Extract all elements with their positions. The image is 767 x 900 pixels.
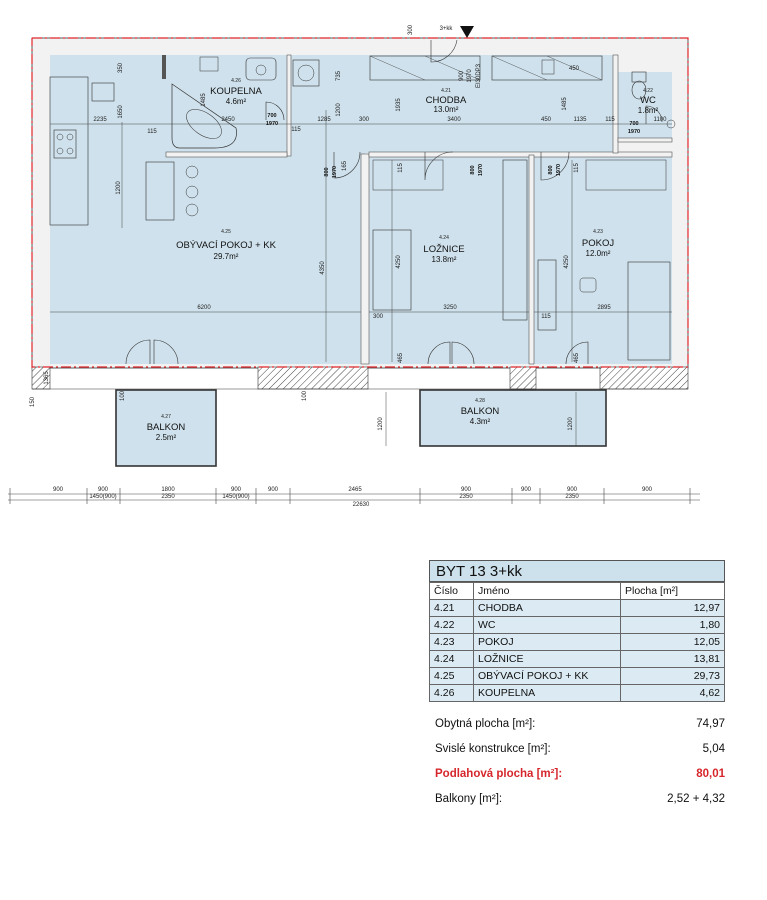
- summary-value: 5,04: [702, 743, 725, 755]
- svg-text:100: 100: [120, 390, 126, 402]
- cell-name: WC: [474, 617, 621, 634]
- summary-label: Balkony [m²]:: [435, 793, 503, 805]
- svg-text:LOŽNICE: LOŽNICE: [423, 244, 465, 255]
- cell-area: 4,62: [621, 685, 725, 702]
- header-jmeno: Jméno: [474, 583, 621, 600]
- svg-text:700: 700: [267, 113, 277, 119]
- svg-text:800: 800: [324, 167, 330, 177]
- svg-text:3400: 3400: [447, 117, 461, 123]
- svg-text:1970: 1970: [627, 129, 641, 135]
- svg-text:1485: 1485: [201, 93, 207, 107]
- svg-text:29.7m²: 29.7m²: [213, 252, 239, 261]
- svg-text:1650: 1650: [118, 105, 124, 119]
- plan-title: 3+kk: [439, 26, 453, 32]
- svg-text:2350: 2350: [161, 494, 175, 500]
- wall-wc-left: [613, 55, 618, 153]
- svg-text:115: 115: [398, 163, 404, 173]
- table-row: [430, 685, 725, 702]
- svg-text:WC: WC: [640, 95, 656, 106]
- svg-text:OBÝVACÍ POKOJ + KK: OBÝVACÍ POKOJ + KK: [176, 240, 276, 251]
- wall-wc-bottom: [618, 138, 672, 142]
- table-row: [430, 668, 725, 685]
- svg-text:BALKON: BALKON: [460, 406, 500, 417]
- svg-text:900: 900: [230, 487, 242, 493]
- svg-text:2.5m²: 2.5m²: [155, 433, 177, 442]
- svg-text:115: 115: [291, 127, 301, 133]
- svg-text:165: 165: [342, 160, 348, 172]
- cell-num: 4.24: [430, 651, 474, 668]
- svg-text:4.23: 4.23: [593, 229, 603, 235]
- svg-text:115: 115: [574, 163, 580, 173]
- header-plocha: Plocha [m²]: [621, 583, 725, 600]
- svg-text:1970: 1970: [478, 163, 484, 177]
- svg-text:13.0m²: 13.0m²: [433, 105, 459, 114]
- cell-num: 4.22: [430, 617, 474, 634]
- table-header-row: [430, 583, 725, 600]
- wall-kitchen-bath: [162, 55, 166, 79]
- svg-text:1365: 1365: [44, 371, 50, 385]
- svg-text:900: 900: [520, 487, 532, 493]
- wall-living-right: [361, 154, 369, 364]
- cell-name: OBÝVACÍ POKOJ + KK: [474, 668, 621, 685]
- svg-text:2350: 2350: [459, 494, 473, 500]
- dimension-chain-1: [53, 487, 653, 493]
- svg-text:EI30DP3: EI30DP3: [476, 63, 482, 89]
- svg-text:1.8m²: 1.8m²: [637, 106, 659, 115]
- svg-text:4350: 4350: [320, 261, 326, 275]
- svg-text:800: 800: [548, 165, 554, 175]
- cell-area: 13,81: [621, 651, 725, 668]
- table-row: [430, 651, 725, 668]
- svg-text:300: 300: [408, 24, 414, 36]
- svg-text:465: 465: [398, 352, 404, 364]
- cell-area: 12,05: [621, 634, 725, 651]
- wall-bath-bottom: [166, 152, 287, 157]
- balkon-2-floor: [420, 390, 606, 446]
- svg-text:700: 700: [629, 121, 639, 127]
- svg-text:POKOJ: POKOJ: [581, 238, 615, 249]
- svg-text:900: 900: [641, 487, 653, 493]
- svg-text:450: 450: [540, 117, 552, 123]
- svg-text:300: 300: [358, 117, 370, 123]
- svg-text:1935: 1935: [396, 98, 402, 112]
- svg-text:BALKON: BALKON: [146, 422, 186, 433]
- floor-pokoj: [534, 157, 672, 364]
- summary-label: Podlahová plocha [m²]:: [435, 768, 563, 780]
- facade-hatch-2: [258, 367, 368, 389]
- svg-text:1200: 1200: [378, 417, 384, 431]
- svg-text:115: 115: [541, 314, 551, 320]
- svg-text:1285: 1285: [317, 117, 331, 123]
- floor-kitchen-strip: [50, 55, 162, 79]
- svg-text:465: 465: [574, 352, 580, 364]
- svg-text:900: 900: [459, 70, 465, 82]
- svg-text:1970: 1970: [467, 69, 473, 83]
- wall-loznice-pokoj: [529, 155, 534, 364]
- svg-text:2895: 2895: [597, 305, 611, 311]
- area-table: [429, 560, 725, 702]
- cell-name: POKOJ: [474, 634, 621, 651]
- svg-text:1450(900): 1450(900): [89, 494, 117, 500]
- svg-text:4.3m²: 4.3m²: [469, 417, 491, 426]
- room-area-table: [429, 582, 725, 702]
- table-row: [430, 600, 725, 617]
- svg-text:735: 735: [336, 70, 342, 82]
- svg-text:350: 350: [118, 62, 124, 74]
- floor-chodba-lower: [291, 150, 365, 164]
- svg-text:115: 115: [147, 129, 157, 135]
- table-title: BYT 13 3+kk: [429, 560, 725, 582]
- cell-area: 12,97: [621, 600, 725, 617]
- table-row: [430, 634, 725, 651]
- cell-name: KOUPELNA: [474, 685, 621, 702]
- svg-text:900: 900: [460, 487, 472, 493]
- svg-text:800: 800: [470, 165, 476, 175]
- summary-value: 2,52 + 4,32: [667, 793, 725, 805]
- cell-num: 4.25: [430, 668, 474, 685]
- cell-num: 4.23: [430, 634, 474, 651]
- table-row: [430, 617, 725, 634]
- svg-text:2235: 2235: [93, 117, 107, 123]
- svg-text:900: 900: [566, 487, 578, 493]
- svg-text:450: 450: [568, 66, 580, 72]
- svg-text:3250: 3250: [443, 305, 457, 311]
- dimension-chain-2: [89, 494, 579, 500]
- svg-text:1200: 1200: [568, 417, 574, 431]
- svg-text:1485: 1485: [562, 97, 568, 111]
- svg-text:1970: 1970: [265, 121, 279, 127]
- dimension-total: 22630: [352, 502, 370, 508]
- svg-text:1800: 1800: [161, 487, 175, 493]
- svg-text:1450(900): 1450(900): [222, 494, 250, 500]
- svg-text:4.24: 4.24: [439, 235, 449, 241]
- svg-text:1970: 1970: [556, 163, 562, 177]
- cell-name: CHODBA: [474, 600, 621, 617]
- summary-label: Obytná plocha [m²]:: [435, 718, 536, 730]
- svg-text:4.27: 4.27: [161, 414, 171, 420]
- svg-text:1135: 1135: [573, 117, 587, 123]
- svg-text:115: 115: [605, 117, 615, 123]
- svg-text:6200: 6200: [197, 305, 211, 311]
- entry-arrow-icon: [460, 26, 474, 38]
- svg-text:12.0m²: 12.0m²: [585, 249, 611, 258]
- svg-text:KOUPELNA: KOUPELNA: [210, 86, 262, 97]
- svg-text:1970: 1970: [332, 165, 338, 179]
- svg-text:900: 900: [267, 487, 279, 493]
- cell-name: LOŽNICE: [474, 651, 621, 668]
- svg-text:2350: 2350: [565, 494, 579, 500]
- svg-text:300: 300: [372, 314, 384, 320]
- svg-text:4.25: 4.25: [221, 229, 231, 235]
- svg-text:1200: 1200: [336, 103, 342, 117]
- cell-num: 4.26: [430, 685, 474, 702]
- svg-text:4250: 4250: [564, 255, 570, 269]
- svg-text:150: 150: [30, 396, 36, 408]
- svg-text:4.28: 4.28: [475, 398, 485, 404]
- wall-corridor-bottom: [369, 152, 672, 157]
- summary-value: 80,01: [696, 768, 725, 780]
- svg-text:1200: 1200: [116, 181, 122, 195]
- facade-hatch-3: [510, 367, 536, 389]
- svg-text:900: 900: [97, 487, 109, 493]
- facade-hatch-4: [600, 367, 688, 389]
- summary-label: Svislé konstrukce [m²]:: [435, 743, 551, 755]
- header-cislo: Číslo: [430, 583, 474, 600]
- summary-value: 74,97: [696, 718, 725, 730]
- svg-text:4.21: 4.21: [441, 88, 451, 94]
- svg-text:900: 900: [52, 487, 64, 493]
- svg-text:13.8m²: 13.8m²: [431, 255, 457, 264]
- cell-num: 4.21: [430, 600, 474, 617]
- svg-text:4250: 4250: [396, 255, 402, 269]
- svg-text:100: 100: [302, 390, 308, 402]
- svg-text:CHODBA: CHODBA: [425, 95, 467, 106]
- cell-area: 1,80: [621, 617, 725, 634]
- svg-text:2465: 2465: [348, 487, 362, 493]
- wall-bath-right: [287, 55, 291, 156]
- cell-area: 29,73: [621, 668, 725, 685]
- svg-text:4.6m²: 4.6m²: [225, 97, 247, 106]
- svg-text:2450: 2450: [221, 117, 235, 123]
- svg-text:4.26: 4.26: [231, 78, 241, 84]
- svg-text:1100: 1100: [653, 117, 667, 123]
- svg-text:4.22: 4.22: [643, 88, 653, 94]
